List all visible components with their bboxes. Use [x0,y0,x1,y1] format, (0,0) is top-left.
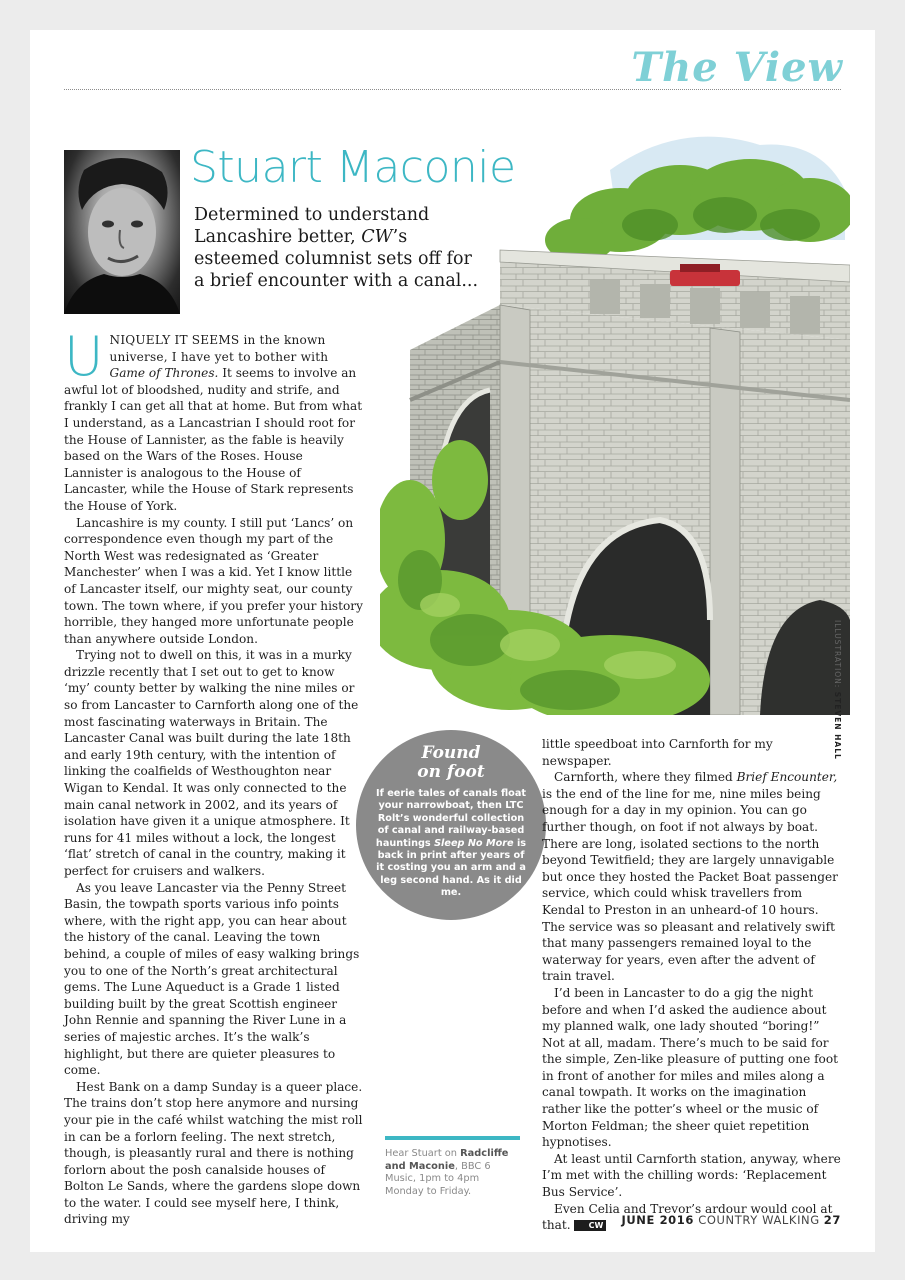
dotted-divider [64,89,841,90]
article-paragraph: At least until Carnforth station, anyway, where I’m met with the chilling words: ‘Replacement Bus Service’. [542,1151,841,1200]
author-photo [64,150,180,314]
article-paragraph: Even Celia and Trevor’s ardour would cool at that. CW [542,1201,833,1233]
article-column-right [542,736,842,1234]
issue-date: JUNE 2016 [621,1213,694,1227]
article-paragraph: Trying not to dwell on this, it was in a murky drizzle recently that I set out to get to know ‘my’ county better by walking the nine miles or so from Lancaster to Carnforth along one of the most fascinating waterways in Britain. The Lancaster Canal was built during the late 18th and early 19th century, with the intention of linking the coalfields of Westhoughton near Wigan to Kendal. It was only connected to the main canal network in 2002, and its years of isolation have given it a unique atmosphere. It runs for 41 miles without a lock, the longest ‘flat’ stretch of canal in the country, making it perfect for cruisers and walkers. [64,648,359,878]
article-paragraph: little speedboat into Carnforth for my newspaper. [542,737,773,768]
article-paragraph: Carnforth, where they filmed Brief Encounter, is the end of the line for me, nine miles being enough for a day in my opinion. You can go further though, on foot if not always by boat. There are long, isolated sections to the north beyond Tewitfield; they are largely unnavigable but once they hosted the Packet Boat passenger service, which could whisk travellers from Kendal to Preston in an unheard-of 10 hours. The service was so pleasant and relatively swift that many passengers remained loyal to the waterway for years, even after the advent of train travel. [542,770,838,984]
article-paragraph: As you leave Lancaster via the Penny Street Basin, the towpath sports various info points where, with the right app, you can hear about the history of the canal. Leaving the town behind, a couple of miles of easy walking brings you to one of the North’s great architectural gems. The Lune Aqueduct is a Grade 1 listed building built by the great Scottish engineer John Rennie and spanning the River Lune in a series of majestic arches. It’s the walk’s highlight, but there are quieter pleasures to come. [64,880,360,1078]
article-paragraph: Hest Bank on a damp Sunday is a queer place. The trains don’t stop here anymore and nursing your pie in the café whilst watching the mist roll in can be a forlorn feeling. The next stretch, though, is pleasantly rural and there is nothing forlorn about the posh canalside houses of Bolton Le Sands, where the gardens slope down to the water. I could see myself here, I think, driving my [64,1079,363,1227]
author-headline: Stuart Maconie [190,142,516,193]
article-paragraph: Lancashire is my county. I still put ‘Lancs’ on correspondence even though my part of the North West was redesignated as ‘Greater Manchester’ when I was a kid. Yet I know little of Lancaster itself, our mighty seat, our county town. The town where, if you prefer your history horrible, they hanged more unfortunate people than anywhere outside London. [64,515,363,646]
found-on-foot-sidebar [356,730,546,920]
magazine-page [30,30,875,1252]
article-paragraph: UNIQUELY IT SEEMS in the known universe, I have yet to bother with Game of Thrones. It seems to involve an awful lot of bloodshed, nudity and strife, and frankly I can get all that at home. But from what I understand, as a Lancastrian I should root for the House of Lannister, as the fable is heavily based on the Wars of the Roses. House Lannister is analogous to the House of Lancaster, while the House of Stark represents the House of York. [64,325,363,513]
section-title: The View [631,44,843,91]
radio-show-note: Hear Stuart on Radcliffe and Maconie, BBC 6 Music, 1pm to 4pm Monday to Friday. [385,1136,520,1198]
page-footer [621,1213,841,1227]
found-on-foot-text: If eerie tales of canals float your narrowboat, then LTC Rolt’s wonderful collection of canal and railway-based hauntings Sleep No More is back in print after years of it costing you an arm and a leg second hand. As it did me. [375,788,527,899]
article-column-left [64,325,364,1228]
article-paragraph: I’d been in Lancaster to do a gig the night before and when I’d asked the audience about my planned walk, one lady shouted “boring!” Not at all, madam. There’s much to be said for the simple, Zen-like pleasure of putting one foot in front of another for miles and miles along a canal towpath. It works on the imagination rather like the potter’s wheel or the music of Morton Feldman; the sheer quiet repetition hypnotises. [542,985,838,1150]
end-mark-icon: CW [574,1220,607,1231]
drop-cap: U [64,325,104,388]
found-on-foot-title: Found on foot [417,743,485,782]
page-number: 27 [823,1213,841,1227]
illustration-credit: ILLUSTRATION: STEVEN HALL [833,620,842,760]
magazine-name: COUNTRY WALKING [698,1213,820,1227]
standfirst: Determined to understand Lancashire better, CW’s esteemed columnist sets off for a brief encounter with a canal... [194,205,479,291]
